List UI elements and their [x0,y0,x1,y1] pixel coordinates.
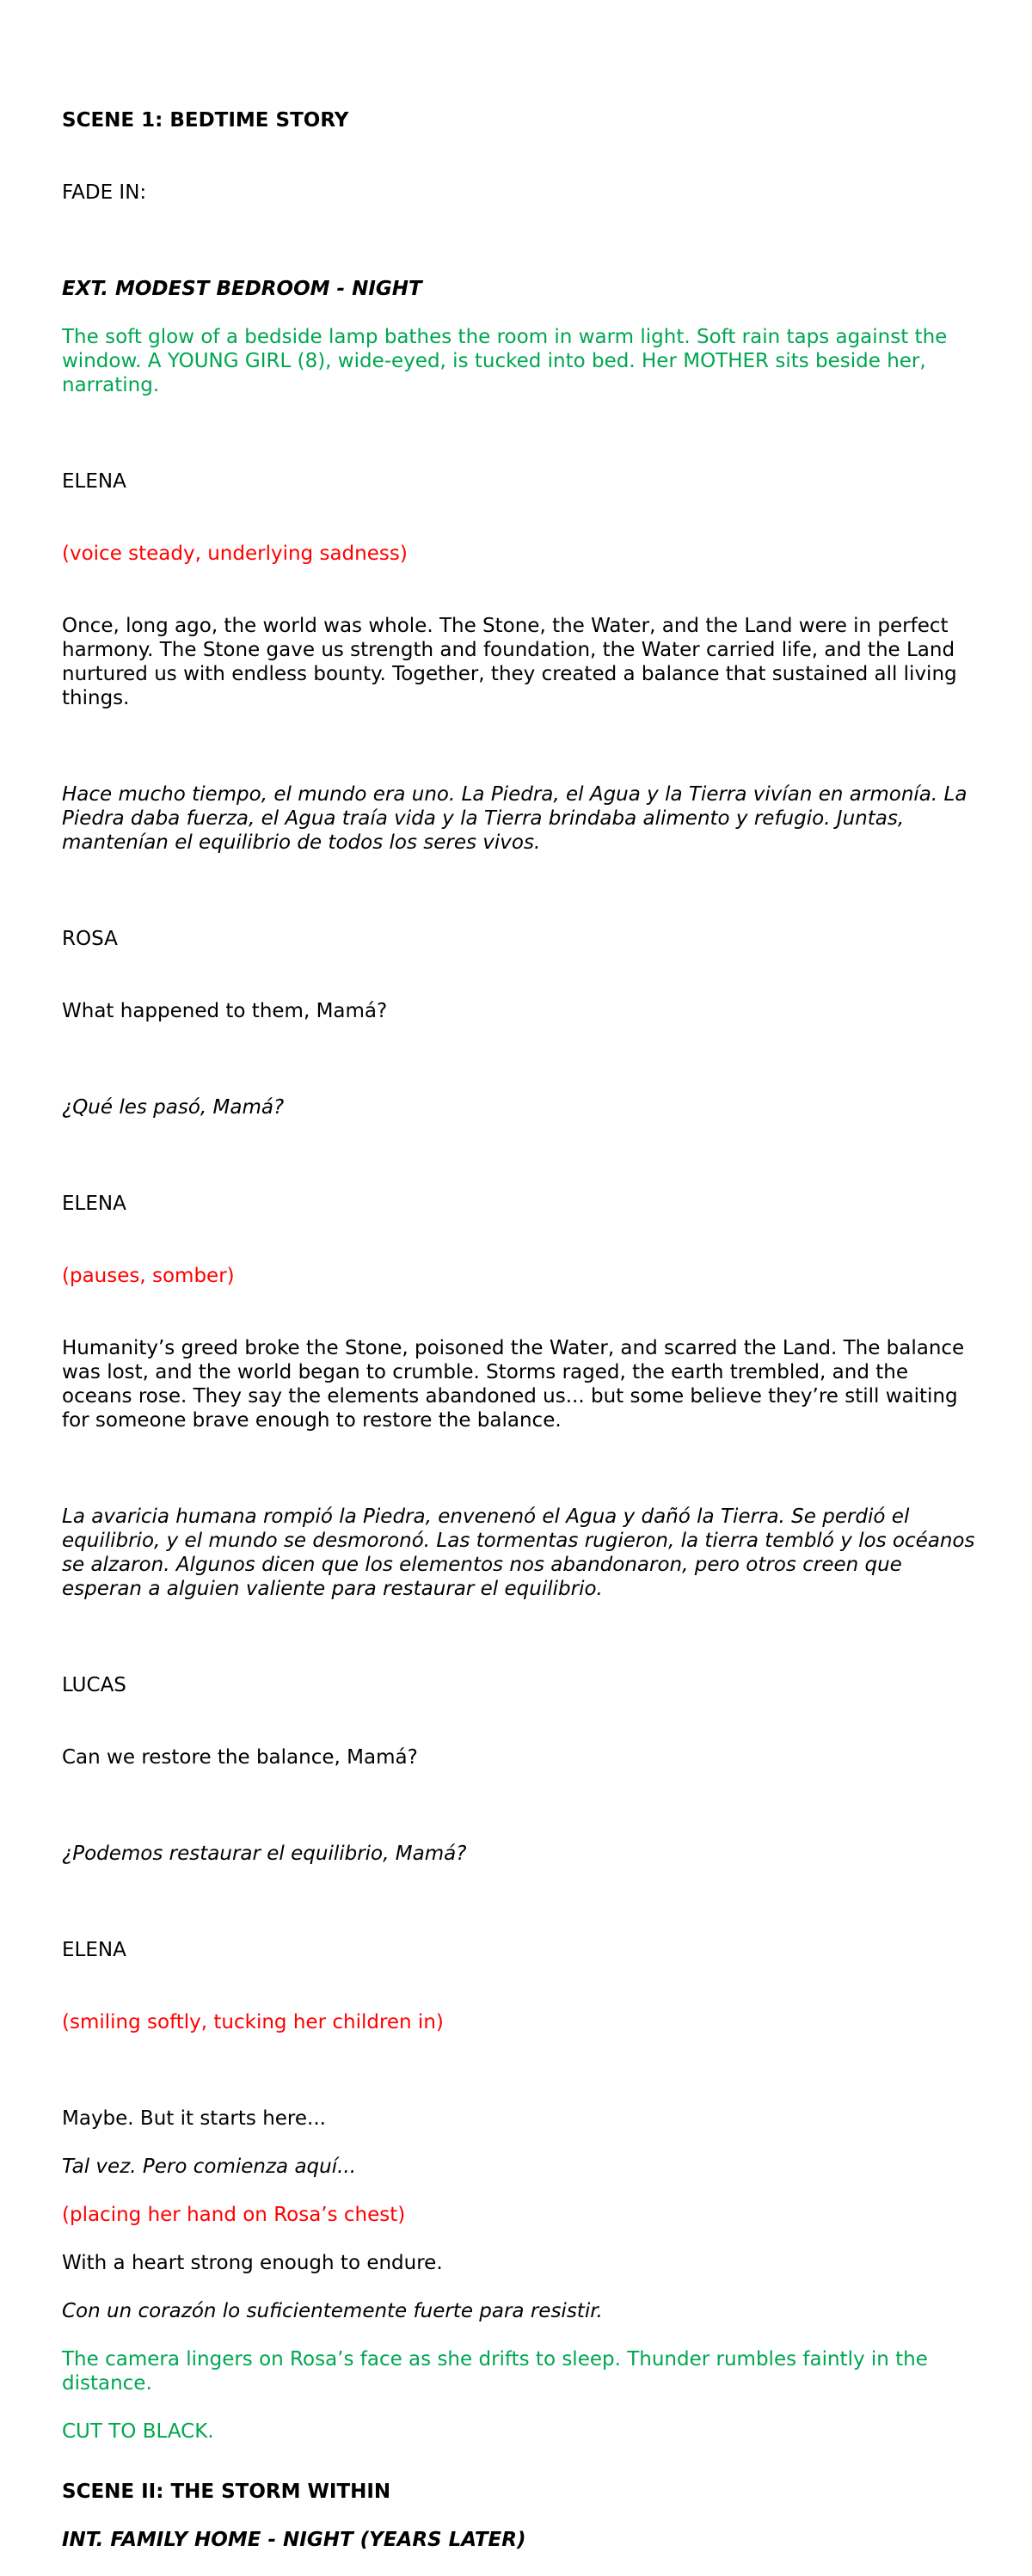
parenthetical: (smiling softly, tucking her children in) [62,2011,444,2033]
dialogue-translation: ¿Qué les pasó, Mamá? [62,1096,285,1119]
dialogue-translation: La avaricia humana rompió la Piedra, envenenó el Agua y dañó la Tierra. Se perdió el equilibrio, y el mundo se desmoronó. Las tormentas rugieron, la tierra tembló y los océanos se alzaron. Algunos dicen que los elementos nos abandonaron, pero otros creen que esperan a alguien valiente para restaurar el equilibrio. [62,1506,981,1600]
transition-cut-to-black: CUT TO BLACK. [62,2420,214,2443]
dialogue-block-elena-3 [62,1890,982,2082]
scene-heading: SCENE 1: BEDTIME STORY [62,109,349,132]
screenplay-page [62,60,982,2576]
dialogue: With a heart strong enough to endure. [62,2252,443,2274]
dialogue: What happened to them, Mamá? [62,1000,388,1022]
action-description: The camera lingers on Rosa’s face as she drifts to sleep. Thunder rumbles faintly in the distance. [62,2348,935,2395]
character-name: LUCAS [62,1674,126,1696]
dialogue-translation: Tal vez. Pero comienza aquí... [62,2156,357,2178]
character-name: ELENA [62,1939,126,1961]
parenthetical: (voice steady, underlying sadness) [62,543,408,565]
dialogue-block-lucas [62,1625,982,1818]
dialogue: Humanity’s greed broke the Stone, poisoned the Water, and scarred the Land. The balance was lost, and the world began to crumble. Storms raged, the earth trembled, and the oceans rose. They say the elements abandoned us... but some believe they’re still waiting for someone brave enough to restore the balance. [62,1337,971,1432]
slugline: EXT. MODEST BEDROOM - NIGHT [62,278,422,300]
transition-fade-in: FADE IN: [62,181,147,204]
dialogue: Once, long ago, the world was whole. The Stone, the Water, and the Land were in perfect harmony. The Stone gave us strength and foundation, the Water carried life, and the Land nurtured us with endless bounty. Together, they created a balance that sustained all living things. [62,615,963,709]
dialogue-translation: Hace mucho tiempo, el mundo era uno. La Piedra, el Agua y la Tierra vivían en armonía. La Piedra daba fuerza, el Agua traía vida y la Tierra brindaba alimento y refugio. Juntas, mantenían el equilibrio de todos los seres vivos. [62,783,974,854]
dialogue: Maybe. But it starts here... [62,2107,326,2130]
character-name: ELENA [62,470,126,493]
dialogue-block-elena-2 [62,1144,982,1481]
dialogue-translation: Con un corazón lo suficientemente fuerte para resistir. [62,2300,603,2322]
slugline: INT. FAMILY HOME - NIGHT (YEARS LATER) [62,2529,526,2551]
dialogue-translation: ¿Podemos restaurar el equilibrio, Mamá? [62,1843,467,1865]
parenthetical: (placing her hand on Rosa’s chest) [62,2204,406,2226]
dialogue: Can we restore the balance, Mamá? [62,1746,418,1769]
dialogue-block-elena-1 [62,421,982,758]
character-name: ROSA [62,928,118,950]
scene-heading: SCENE II: THE STORM WITHIN [62,2481,391,2503]
action-description: The soft glow of a bedside lamp bathes the room in warm light. Soft rain taps against the window. A YOUNG GIRL (8), wide-eyed, is tucked into bed. Her MOTHER sits beside her, narrating. [62,326,954,396]
dialogue-block-rosa [62,879,982,1071]
parenthetical: (pauses, somber) [62,1265,235,1287]
character-name: ELENA [62,1193,126,1215]
scene1-header-block [62,60,982,253]
